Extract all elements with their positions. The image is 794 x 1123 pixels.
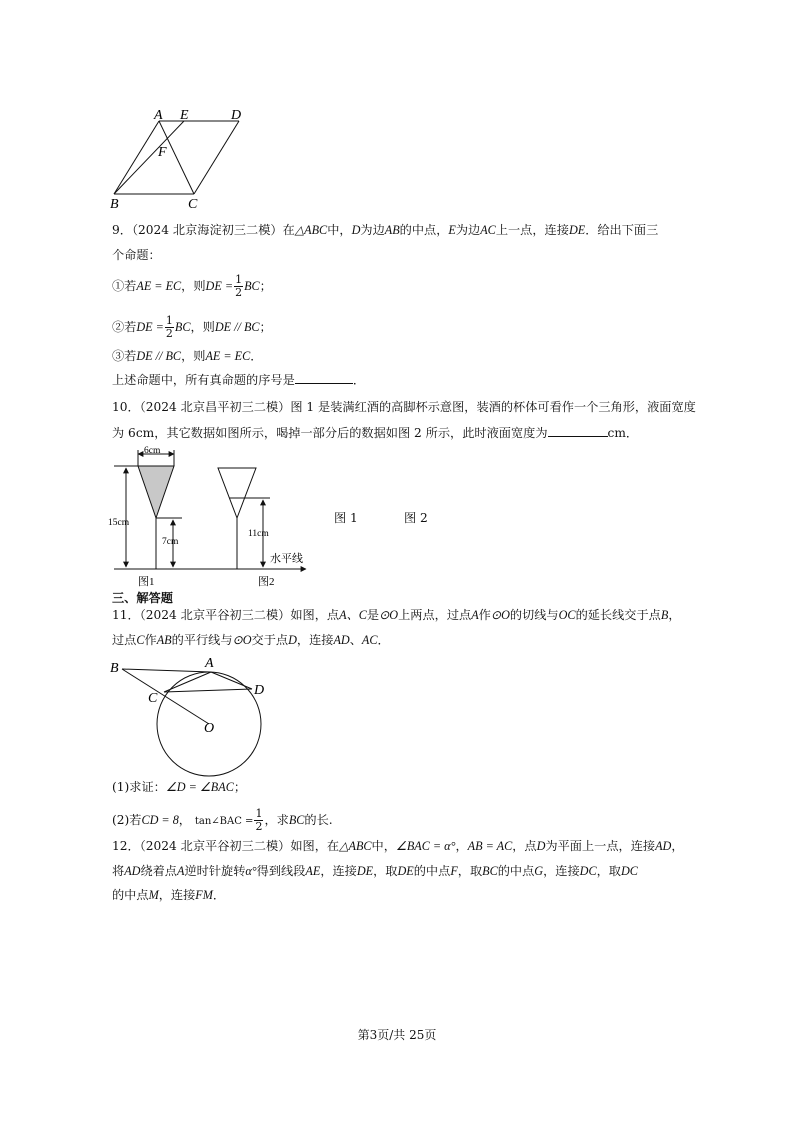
- stem1-label: 7cm: [162, 537, 179, 547]
- fraction-half: $\frac{1}{2}$: [255, 807, 263, 833]
- wine-glass-figure: [108, 442, 314, 590]
- fig2-caption: 图2: [258, 576, 275, 588]
- q9-line2: 个命题：: [112, 248, 161, 262]
- q12-line1: 12．（2024 北京平谷初三二模）如图，在△ABC中，∠BAC = α°，AB = AC，点D为平面上一点，连接AD，: [112, 839, 684, 853]
- parallelogram-figure: [104, 104, 264, 210]
- width-label: 6cm: [144, 446, 161, 456]
- label-D: D: [231, 108, 242, 123]
- label-B: B: [110, 197, 119, 212]
- fraction-half: $\frac{1}{2}$: [235, 273, 243, 299]
- q11-subquestion-2: (2)若CD = 8， tan∠BAC = $\frac{1}{2}$ ，求BC的长.: [112, 807, 333, 833]
- q9-condition-3: ③若DE // BC，则AE = EC．: [112, 349, 263, 363]
- circle-label-D: D: [254, 683, 265, 698]
- fig1-caption: 图1: [138, 576, 155, 588]
- label-C: C: [188, 197, 198, 212]
- fraction-half: $\frac{1}{2}$: [165, 314, 173, 340]
- q9-question: 上述命题中，所有真命题的序号是 ．: [112, 373, 365, 387]
- q12-line3: 的中点M，连接FM．: [112, 888, 226, 902]
- q9-condition-1: ①若AE = EC，则DE = $\frac{1}{2}$ BC；: [112, 273, 272, 299]
- label-A: A: [154, 108, 163, 123]
- horizontal-line-label: 水平线: [270, 553, 303, 565]
- circle-figure: [104, 652, 270, 774]
- label-E: E: [180, 108, 189, 123]
- q10-line2: 为 6cm，其它数据如图所示，喝掉一部分后的数据如图 2 所示，此时液面宽度为 cm．: [112, 426, 639, 440]
- label-F: F: [158, 145, 167, 160]
- answer-blank[interactable]: [295, 371, 353, 384]
- total-height-label: 15cm: [108, 518, 130, 528]
- q9-condition-2: ②若DE = $\frac{1}{2}$ BC，则DE // BC；: [112, 314, 272, 340]
- stem2-label: 11cm: [248, 529, 269, 539]
- circle-label-A: A: [205, 656, 214, 671]
- q12-line2: 将AD绕着点A逆时针旋转α°得到线段AE，连接DE，取DE的中点F，取BC的中点G，连接DC，取DC: [112, 864, 638, 878]
- q11-line1: 11．（2024 北京平谷初三二模）如图，点A、C是⊙O上两点，过点A作⊙O的切线与OC的延长线交于点B，: [112, 608, 681, 622]
- q11-line2: 过点C作AB的平行线与⊙O交于点D，连接AD、AC．: [112, 633, 390, 647]
- answer-blank[interactable]: [548, 424, 608, 437]
- side-fig2-label: 图 2: [404, 511, 428, 525]
- circle-label-B: B: [110, 661, 119, 676]
- section-heading: 三、解答题: [112, 591, 173, 605]
- circle-label-O: O: [204, 721, 215, 736]
- side-fig1-label: 图 1: [334, 511, 358, 525]
- q11-subquestion-1: (1)求证：∠D = ∠BAC；: [112, 780, 247, 794]
- q9-line1: 9．（2024 北京海淀初三二模）在△ABC中，D为边AB的中点，E为边AC上一点，连接DE．给出下面三: [112, 223, 659, 237]
- circle-label-C: C: [148, 691, 158, 706]
- page-footer: 第3页/共 25页: [357, 1028, 437, 1042]
- q10-line1: 10．（2024 北京昌平初三二模）图 1 是装满红酒的高脚杯示意图，装酒的杯体可看作一个三角形，液面宽度: [112, 400, 696, 414]
